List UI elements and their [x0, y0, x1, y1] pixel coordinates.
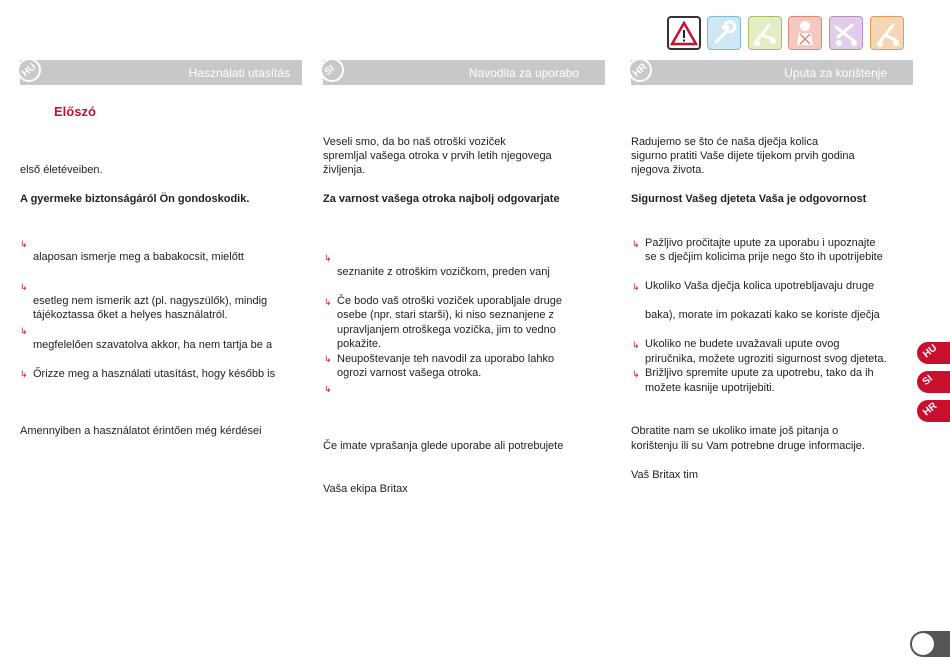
arrow-bullet-icon: ↳ — [632, 369, 640, 379]
bullet-text: Pažljivo pročitajte upute za uporabu i upoznajte — [645, 237, 876, 249]
page-marker-circle — [912, 633, 934, 655]
side-tab-hr[interactable]: HR — [916, 399, 950, 423]
arrow-bullet-icon: ↳ — [20, 239, 28, 249]
lang-badge-hr: HR — [628, 58, 652, 82]
bullet-text: alaposan ismerje meg a babakocsit, mielőtt — [33, 251, 244, 263]
header-title-hr: Uputa za korištenje — [784, 66, 887, 80]
wrench-icon — [707, 16, 741, 50]
page-marker — [910, 631, 950, 657]
bullet-text: osebe (npr. stari starši), ki niso seznanjene z — [337, 309, 555, 321]
bullet-text: seznanite z otroškim vozičkom, preden vanj — [337, 266, 550, 278]
arrow-bullet-icon: ↳ — [632, 282, 640, 292]
intro-line: spremljal vašega otroka v prvih letih njegovega — [323, 150, 552, 162]
bullet-text: Ukoliko Vaša dječja kolica upotrebljavaju druge — [645, 280, 875, 292]
safety-heading-hu: A gyermeke biztonságáról Ön gondoskodik. — [20, 193, 250, 205]
lang-badge-si: SI — [320, 58, 344, 82]
bullet-text: Ukoliko ne budete uvažavali upute ovog — [645, 338, 840, 350]
arrow-bullet-icon: ↳ — [632, 239, 640, 249]
bullet-text: se s dječjim kolicima prije nego što ih upotrijebite — [645, 251, 883, 263]
child-harness-icon — [788, 16, 822, 50]
arrow-bullet-icon: ↳ — [632, 340, 640, 350]
header-title-si: Navodila za uporabo — [468, 66, 579, 80]
bullet-text: možete kasnije upotrijebiti. — [645, 382, 775, 394]
bullet-text: priručnika, možete ugroziti sigurnost svog djeteta. — [645, 353, 887, 365]
bullet-text: Neupoštevanje teh navodil za uporabo lahko — [337, 353, 555, 365]
stroller-fold-icon — [748, 16, 782, 50]
intro-line: njegova života. — [631, 164, 705, 176]
bullet-text: ogrozi varnost vašega otroka. — [337, 367, 482, 379]
bullet-text: megfelelően szavatolva akkor, ha nem tartja be a — [33, 339, 273, 351]
outro-hr: korištenju ili su Vam potrebne druge informacije. — [631, 440, 865, 452]
intro-line: első életéveiben. — [20, 164, 103, 176]
outro-hr: Obratite nam se ukoliko imate još pitanja o — [631, 425, 839, 437]
arrow-bullet-icon: ↳ — [324, 384, 332, 394]
bullet-text: pokažite. — [337, 338, 382, 350]
bullet-text: tájékoztassa őket a helyes használatról. — [33, 309, 228, 321]
outro-hu: Amennyiben a használatot érintően még kérdései — [20, 425, 262, 437]
warning-icon — [667, 16, 701, 50]
arrow-bullet-icon: ↳ — [20, 282, 28, 292]
intro-line: sigurno pratiti Vaše dijete tijekom prvih godina — [631, 150, 855, 162]
stroller-unfold-icon — [870, 16, 904, 50]
header-title-hu: Használati utasítás — [188, 66, 290, 80]
bullet-text: esetleg nem ismerik azt (pl. nagyszülők), mindig — [33, 295, 268, 307]
stroller-accessory-icon — [829, 16, 863, 50]
outro-si: Če imate vprašanja glede uporabe ali potrebujete — [323, 440, 564, 452]
lang-badge-hu: HU — [17, 58, 41, 82]
side-tab-si[interactable]: SI — [916, 370, 950, 394]
team-si: Vaša ekipa Britax — [323, 483, 408, 495]
arrow-bullet-icon: ↳ — [324, 253, 332, 263]
arrow-bullet-icon: ↳ — [20, 326, 28, 336]
intro-line: Radujemo se što će naša dječja kolica — [631, 136, 819, 148]
bullet-text: Če bodo vaš otroški voziček uporabljale druge — [337, 295, 563, 307]
bullet-text: upravljanjem otroškega vozička, jim to vedno — [337, 324, 556, 336]
intro-line: življenja. — [323, 164, 366, 176]
arrow-bullet-icon: ↳ — [20, 369, 28, 379]
header-si — [323, 60, 605, 85]
header-hu — [20, 60, 302, 85]
side-tab-hu[interactable]: HU — [916, 341, 950, 365]
safety-heading-si: Za varnost vašega otroka najbolj odgovarjate — [323, 193, 560, 205]
bullet-text: Őrizze meg a használati utasítást, hogy később is — [33, 368, 276, 380]
bullet-text: baka), morate im pokazati kako se koriste dječja — [645, 309, 880, 321]
arrow-bullet-icon: ↳ — [324, 354, 332, 364]
bullet-text: Brižljivo spremite upute za upotrebu, tako da ih — [645, 367, 874, 379]
safety-heading-hr: Sigurnost Vašeg djeteta Vaša je odgovornost — [631, 193, 867, 205]
arrow-bullet-icon: ↳ — [324, 297, 332, 307]
intro-line: Veseli smo, da bo naš otroški voziček — [323, 136, 506, 148]
team-hr: Vaš Britax tim — [631, 469, 699, 481]
section-title-hu: Előszó — [54, 104, 96, 119]
header-hr — [631, 60, 913, 85]
